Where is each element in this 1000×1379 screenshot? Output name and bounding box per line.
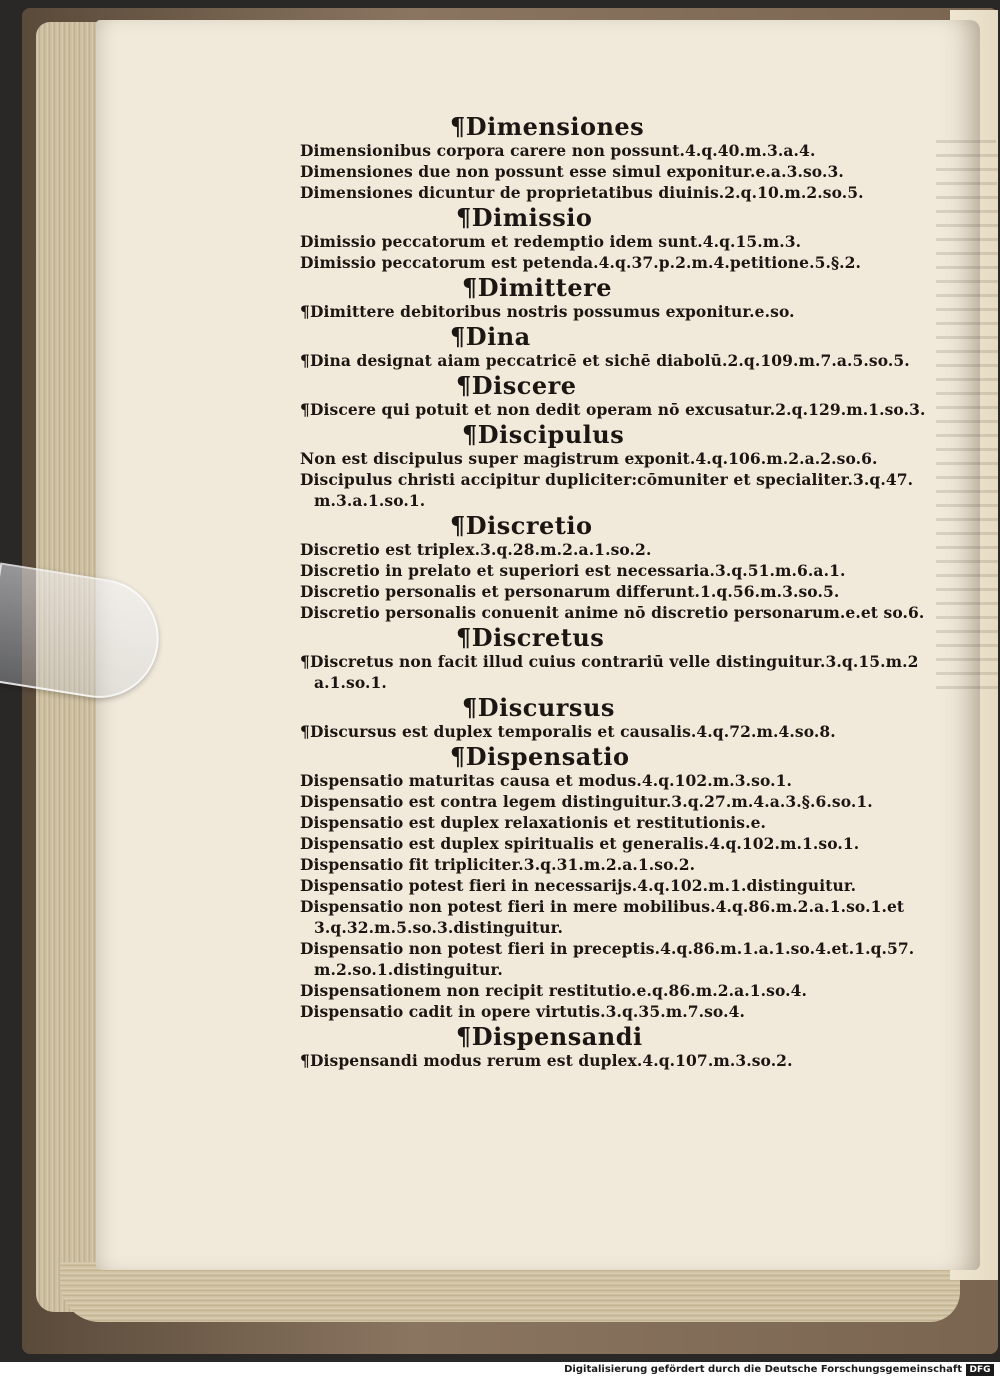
entry-heading-text: Discere — [471, 371, 577, 400]
entry-line: ¶Discursus est duplex temporalis et causalis.4.q.72.m.4.so.8. — [300, 722, 836, 741]
index-entry — [300, 205, 940, 273]
index-entry — [300, 324, 940, 371]
entry-line: ¶Discere qui potuit et non dedit operam nō excusatur.2.q.129.m.1.so.3. — [300, 400, 926, 419]
index-entry — [300, 373, 940, 420]
paragraph-mark-icon: ¶ — [462, 420, 478, 449]
index-entry — [300, 422, 940, 511]
entry-line: Dispensatio maturitas causa et modus.4.q.102.m.3.so.1. — [300, 771, 793, 790]
entry-line: Discretio personalis conuenit anime nō discretio personarum.e.et so.6. — [300, 603, 925, 622]
entry-line: Dimensiones due non possunt esse simul exponitur.e.a.3.so.3. — [300, 162, 844, 181]
entry-line: Dispensatio cadit in opere virtutis.3.q.35.m.7.so.4. — [300, 1002, 745, 1021]
paragraph-mark-icon: ¶ — [456, 623, 472, 652]
entry-heading-text: Dimensiones — [465, 112, 645, 141]
entry-line: Discretio personalis et personarum differunt.1.q.56.m.3.so.5. — [300, 582, 840, 601]
entry-line: ¶Dispensandi modus rerum est duplex.4.q.107.m.3.so.2. — [300, 1051, 793, 1070]
entry-line: Dimissio peccatorum et redemptio idem sunt.4.q.15.m.3. — [300, 232, 802, 251]
paragraph-mark-icon: ¶ — [450, 742, 466, 771]
entry-line: Dispensatio est duplex spiritualis et generalis.4.q.102.m.1.so.1. — [300, 834, 860, 853]
index-entry — [300, 625, 940, 693]
index-entry — [300, 744, 940, 1022]
index-entry — [300, 1024, 940, 1071]
paragraph-mark-icon: ¶ — [462, 273, 478, 302]
entry-heading — [300, 744, 940, 770]
entry-line: m.2.so.1.distinguitur. — [314, 960, 503, 979]
entry-heading-text: Dimittere — [477, 273, 613, 302]
entry-line: Dispensatio non potest fieri in preceptis.4.q.86.m.1.a.1.so.4.et.1.q.57. — [300, 939, 915, 958]
entry-heading — [300, 373, 940, 399]
paragraph-mark-icon: ¶ — [456, 203, 472, 232]
entry-heading-text: Discursus — [477, 693, 615, 722]
entry-heading-text: Dispensatio — [465, 742, 630, 771]
entry-line: Discipulus christi accipitur dupliciter:cōmuniter et specialiter.3.q.47. — [300, 470, 914, 489]
bleed-through-texture — [936, 130, 1000, 1110]
entry-heading-text: Dimissio — [471, 203, 593, 232]
entry-line: ¶Discretus non facit illud cuius contrariū velle distinguitur.3.q.15.m.2 — [300, 652, 919, 671]
paragraph-mark-icon: ¶ — [456, 1022, 472, 1051]
index-entry — [300, 513, 940, 623]
index-entry — [300, 695, 940, 742]
entry-heading — [300, 1024, 940, 1050]
entry-line: Dimensionibus corpora carere non possunt.4.q.40.m.3.a.4. — [300, 141, 816, 160]
entry-heading — [300, 513, 940, 539]
entry-heading-text: Dina — [465, 322, 531, 351]
entry-heading — [300, 695, 940, 721]
entry-line: Dispensatio est contra legem distinguitur.3.q.27.m.4.a.3.§.6.so.1. — [300, 792, 873, 811]
entry-line: Dimensiones dicuntur de proprietatibus diuinis.2.q.10.m.2.so.5. — [300, 183, 864, 202]
entry-heading — [300, 275, 940, 301]
entry-line: Dispensatio fit tripliciter.3.q.31.m.2.a.1.so.2. — [300, 855, 696, 874]
paragraph-mark-icon: ¶ — [456, 371, 472, 400]
entry-heading — [300, 324, 940, 350]
paragraph-mark-icon: ¶ — [450, 322, 466, 351]
paragraph-mark-icon: ¶ — [450, 511, 466, 540]
entry-line: m.3.a.1.so.1. — [314, 491, 426, 510]
entry-heading-text: Dispensandi — [471, 1022, 643, 1051]
page-edges-bottom — [60, 1262, 960, 1322]
funding-credit: Digitalisierung gefördert durch die Deutsche Forschungsgemeinschaft — [564, 1364, 962, 1375]
entry-line: ¶Dina designat aiam peccatricē et sichē diabolū.2.q.109.m.7.a.5.so.5. — [300, 351, 910, 370]
entry-heading — [300, 114, 940, 140]
entry-heading — [300, 422, 940, 448]
entry-heading-text: Discretio — [465, 511, 593, 540]
entry-line: a.1.so.1. — [314, 673, 387, 692]
entry-line: 3.q.32.m.5.so.3.distinguitur. — [314, 918, 563, 937]
entry-line: Discretio in prelato et superiori est necessaria.3.q.51.m.6.a.1. — [300, 561, 846, 580]
entry-line: ¶Dimittere debitoribus nostris possumus exponitur.e.so. — [300, 302, 795, 321]
entry-line: Non est discipulus super magistrum exponit.4.q.106.m.2.a.2.so.6. — [300, 449, 878, 468]
entry-line: Dispensatio potest fieri in necessarijs.4.q.102.m.1.distinguitur. — [300, 876, 857, 895]
entry-line: Dispensatio non potest fieri in mere mobilibus.4.q.86.m.2.a.1.so.1.et — [300, 897, 905, 916]
dfg-logo: DFG — [966, 1364, 994, 1376]
index-text-column — [300, 112, 940, 1071]
entry-heading-text: Discipulus — [477, 420, 625, 449]
footer-bar — [0, 1362, 1000, 1379]
entry-line: Discretio est triplex.3.q.28.m.2.a.1.so.2. — [300, 540, 652, 559]
paragraph-mark-icon: ¶ — [450, 112, 466, 141]
entry-heading — [300, 625, 940, 651]
paragraph-mark-icon: ¶ — [462, 693, 478, 722]
entry-heading-text: Discretus — [471, 623, 605, 652]
entry-heading — [300, 205, 940, 231]
entry-line: Dispensationem non recipit restitutio.e.q.86.m.2.a.1.so.4. — [300, 981, 807, 1000]
entry-line: Dimissio peccatorum est petenda.4.q.37.p.2.m.4.petitione.5.§.2. — [300, 253, 862, 272]
index-entry — [300, 275, 940, 322]
entry-line: Dispensatio est duplex relaxationis et restitutionis.e. — [300, 813, 767, 832]
index-entry — [300, 114, 940, 203]
